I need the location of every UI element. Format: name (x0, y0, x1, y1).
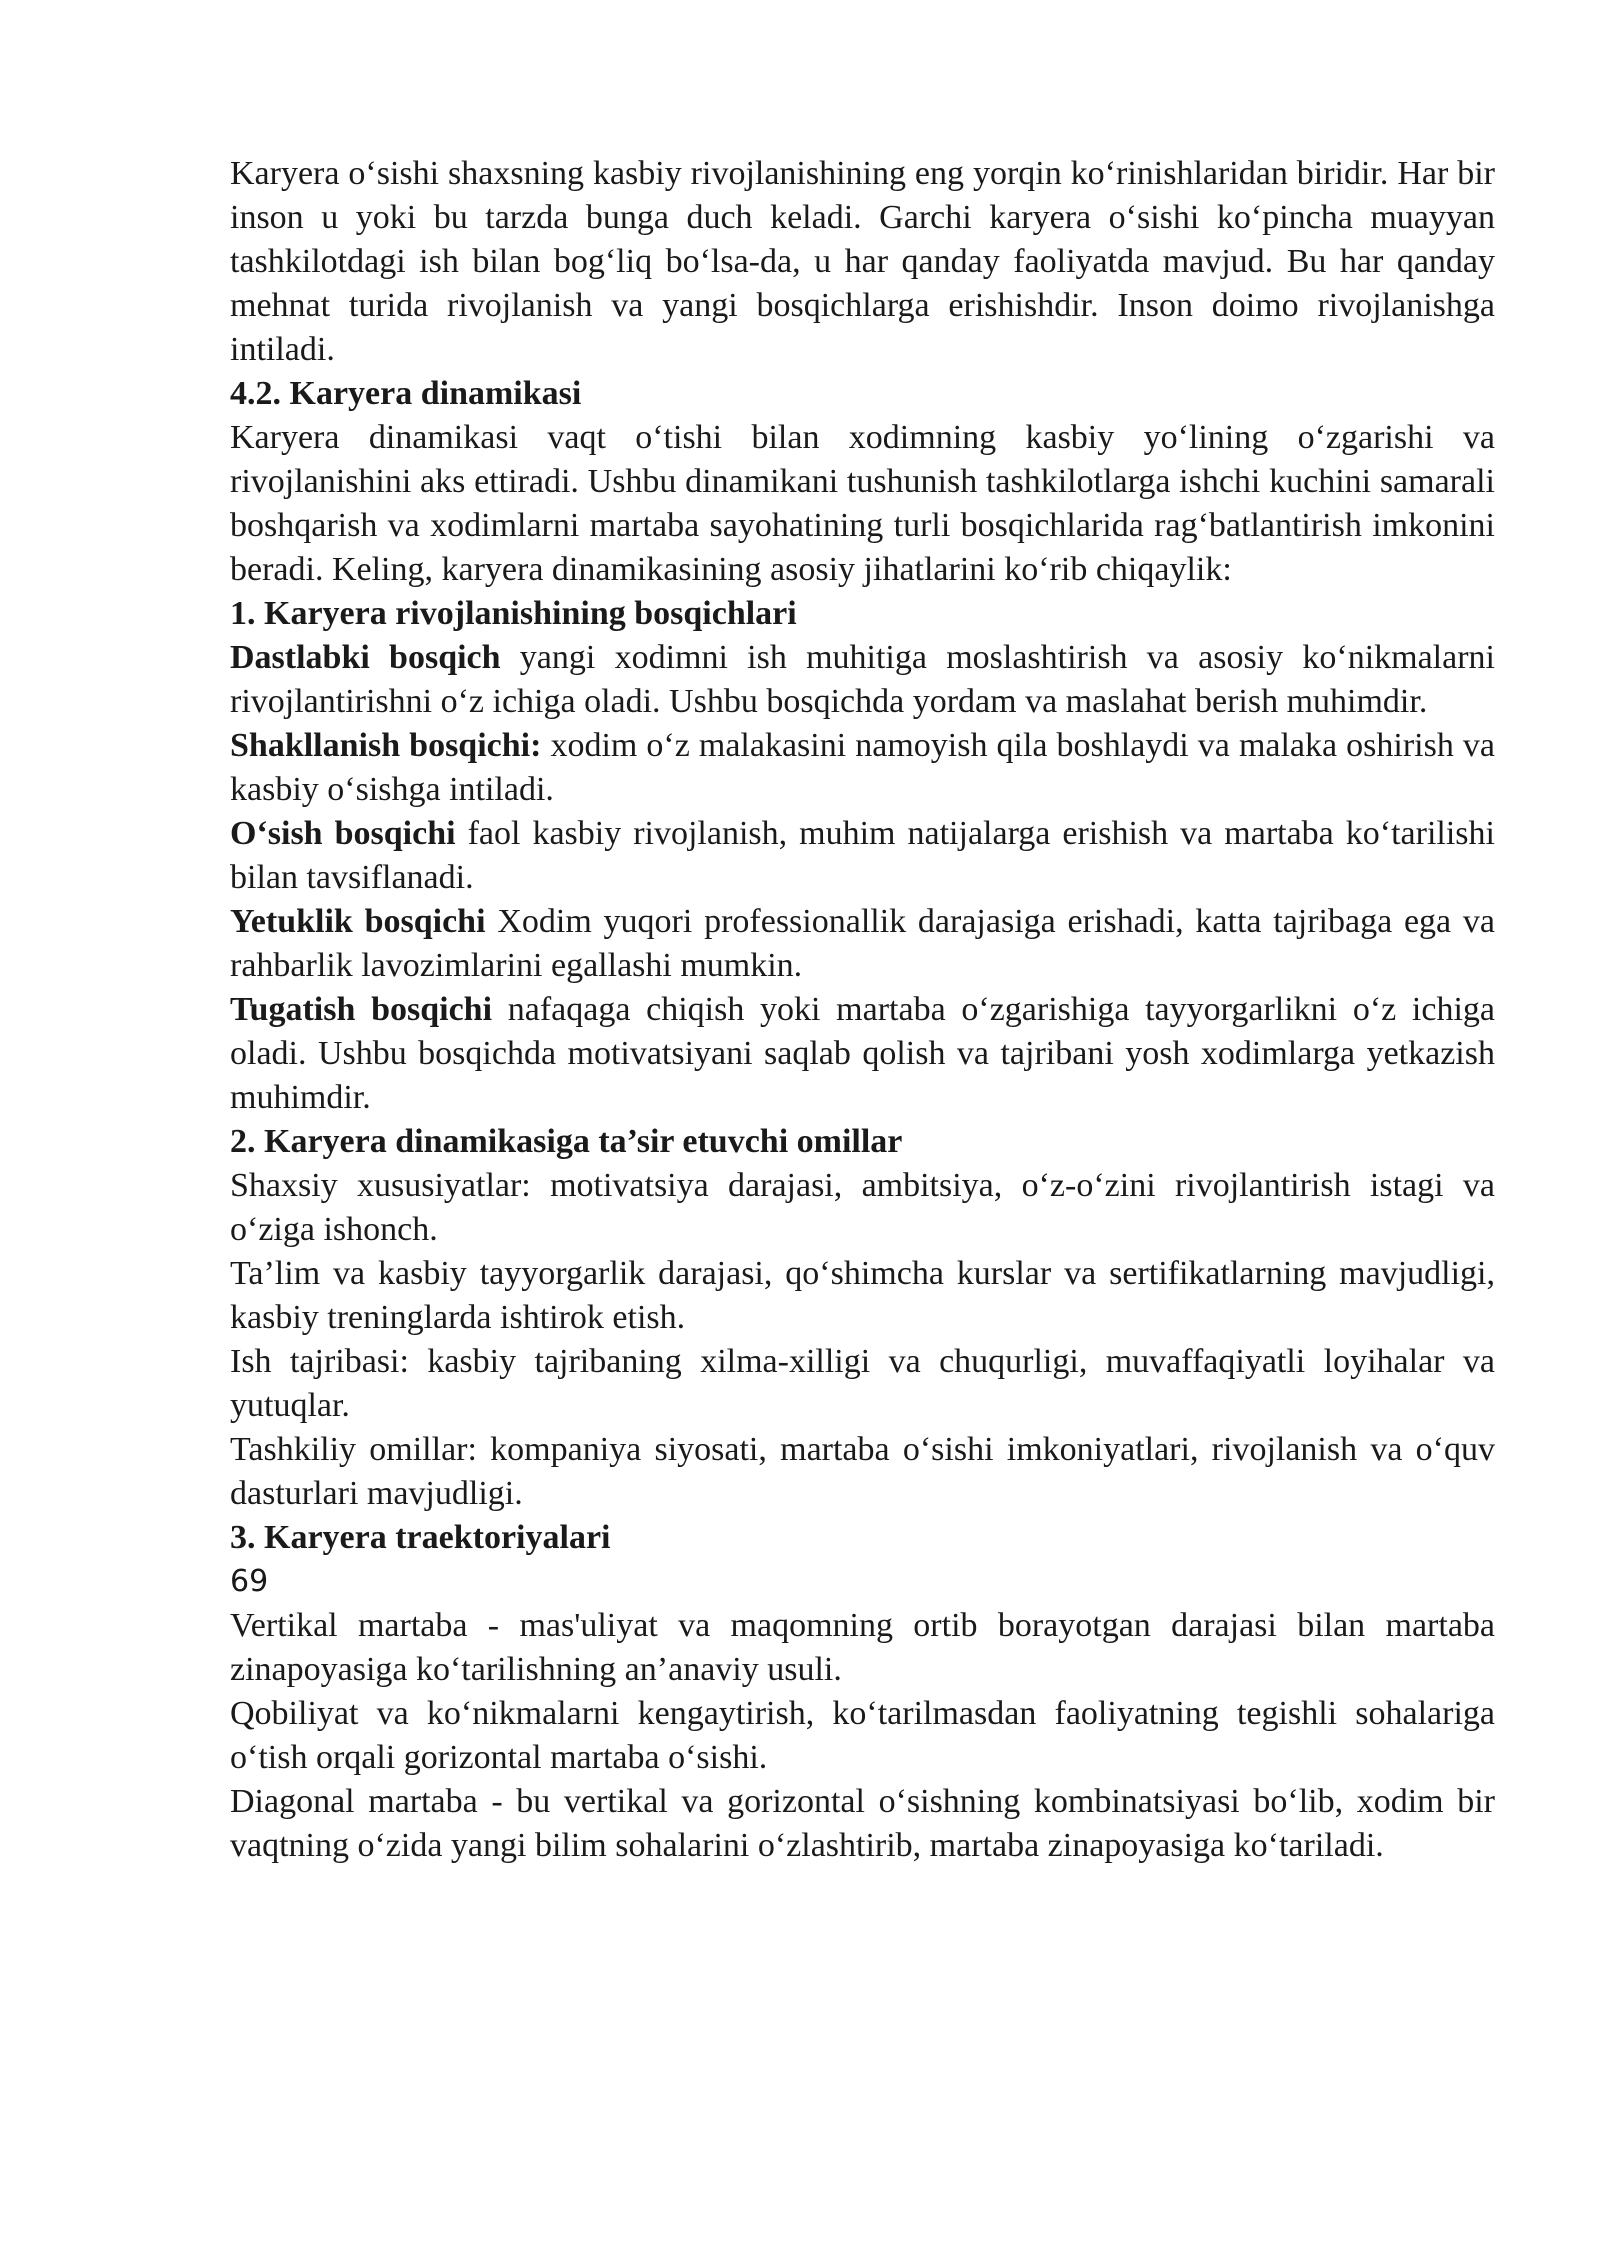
stage-item (230, 636, 1495, 724)
stages-heading: 1. Karyera rivojlanishining bosqichlari (230, 595, 797, 632)
stage-text: yangi xodimni ish muhitiga moslashtirish va asosiy ko‘nikmalarni rivojlantirishni o‘z ichiga oladi. Ushbu bosqichda yordam va maslahat berish muhimdir. (230, 639, 1495, 720)
stage-lead: Yetuklik bosqichi (230, 903, 486, 940)
stage-text: nafaqaga chiqish yoki martaba o‘zgarishiga tayyorgarlikni o‘z ichiga oladi. Ushbu bosqichda motivatsiyani saqlab qolish va tajribani yosh xodimlarga yetkazish muhimdir. (230, 991, 1496, 1116)
factor-item: Shaxsiy xususiyatlar: motivatsiya darajasi, ambitsiya, o‘z-o‘zini rivojlantirish istagi va o‘ziga ishonch. (230, 1167, 1495, 1248)
trajectory-item: Vertikal martaba - mas'uliyat va maqomning ortib borayotgan darajasi bilan martaba zinapoyasiga ko‘tarilishning an’anaviy usuli. (230, 1607, 1495, 1688)
page-number: 69 (230, 1564, 269, 1599)
stage-item (230, 988, 1495, 1120)
factor-item: Tashkiliy omillar: kompaniya siyosati, martaba o‘sishi imkoniyatlari, rivojlanish va o‘quv dasturlari mavjudligi. (230, 1431, 1495, 1512)
stage-lead: Dastlabki bosqich (230, 639, 501, 676)
stage-text: faol kasbiy rivojlanish, muhim natijalarga erishish va martaba ko‘tarilishi bilan tavsiflanadi. (230, 815, 1495, 896)
document-page (230, 152, 1495, 1868)
stage-text: xodim o‘z malakasini namoyish qila boshlaydi va malaka oshirish va kasbiy o‘sishga intiladi. (230, 727, 1495, 808)
factor-item: Ish tajribasi: kasbiy tajribaning xilma-xilligi va chuqurligi, muvaffaqiyatli loyihalar va yutuqlar. (230, 1343, 1495, 1424)
stage-item (230, 724, 1495, 812)
stage-lead: Tugatish bosqichi (230, 991, 493, 1028)
section-intro-paragraph: Karyera dinamikasi vaqt o‘tishi bilan xodimning kasbiy yo‘lining o‘zgarishi va rivojlanishini aks ettiradi. Ushbu dinamikani tushunish tashkilotlarga ishchi kuchini samarali boshqarish va xodimlarni martaba sayohatining turli bosqichlarida rag‘batlantirish imkonini beradi. Keling, karyera dinamikasining asosiy jihatlarini ko‘rib chiqaylik: (230, 419, 1495, 588)
stage-lead: Shakllanish bosqichi: (230, 727, 542, 764)
stage-lead: O‘sish bosqichi (230, 815, 456, 852)
stage-item (230, 900, 1495, 988)
stage-item (230, 812, 1495, 900)
trajectories-heading: 3. Karyera traektoriyalari (230, 1519, 611, 1556)
factor-item: Ta’lim va kasbiy tayyorgarlik darajasi, qo‘shimcha kurslar va sertifikatlarning mavjudligi, kasbiy treninglarda ishtirok etish. (230, 1255, 1495, 1336)
section-title: 4.2. Karyera dinamikasi (230, 375, 582, 412)
intro-paragraph: Karyera o‘sishi shaxsning kasbiy rivojlanishining eng yorqin ko‘rinishlaridan biridir. Har bir inson u yoki bu tarzda bunga duch keladi. Garchi karyera o‘sishi ko‘pincha muayyan tashkilotdagi ish bilan bog‘liq bo‘lsa-da, u har qanday faoliyatda mavjud. Bu har qanday mehnat turida rivojlanish va yangi bosqichlarga erishishdir. Inson doimo rivojlanishga intiladi. (230, 155, 1495, 368)
trajectory-item: Diagonal martaba - bu vertikal va gorizontal o‘sishning kombinatsiyasi bo‘lib, xodim bir vaqtning o‘zida yangi bilim sohalarini o‘zlashtirib, martaba zinapoyasiga ko‘tariladi. (230, 1783, 1495, 1864)
trajectory-item: Qobiliyat va ko‘nikmalarni kengaytirish, ko‘tarilmasdan faoliyatning tegishli sohalariga o‘tish orqali gorizontal martaba o‘sishi. (230, 1695, 1495, 1776)
stage-text: Xodim yuqori professionallik darajasiga erishadi, katta tajribaga ega va rahbarlik lavozimlarini egallashi mumkin. (230, 903, 1496, 984)
factors-heading: 2. Karyera dinamikasiga ta’sir etuvchi omillar (230, 1123, 903, 1160)
